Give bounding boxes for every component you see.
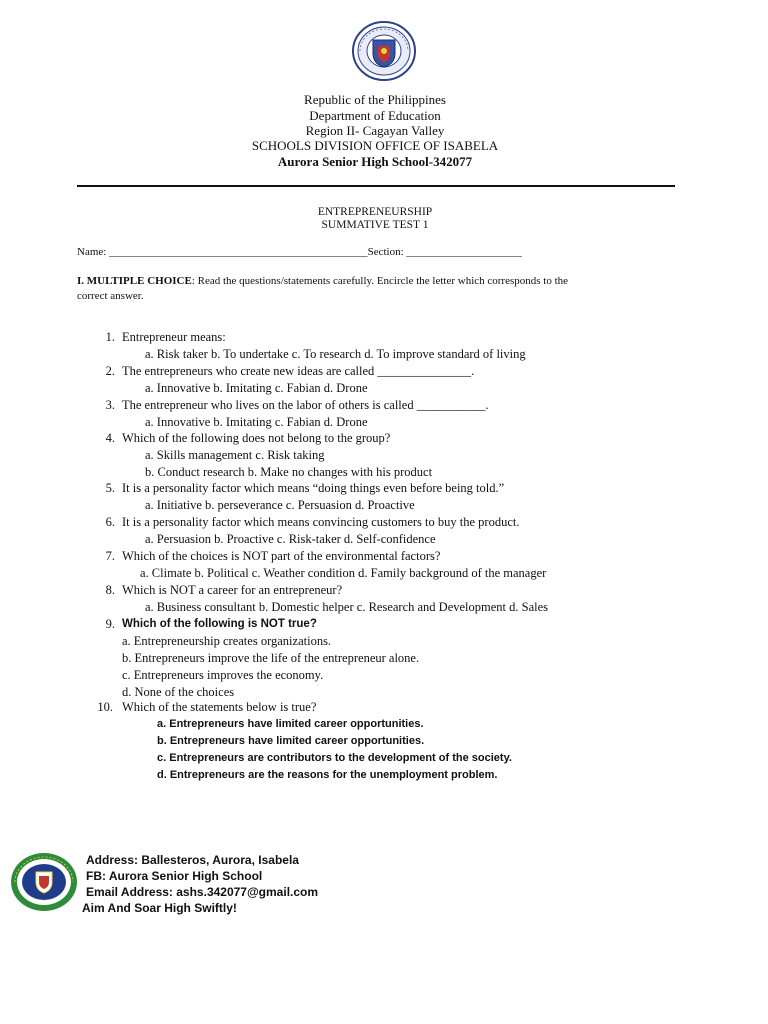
question-text: It is a personality factor which means convincing customers to buy the product. — [122, 515, 520, 529]
question-text: Entrepreneur means: — [122, 330, 226, 344]
question-text: It is a personality factor which means “doing things even before being told.” — [122, 481, 505, 495]
header-department: Department of Education — [309, 108, 441, 123]
question-number: 4. — [105, 431, 115, 445]
question-text: Which of the following does not belong to the group? — [122, 431, 391, 445]
footer-fb: FB: Aurora Senior High School — [86, 869, 263, 883]
answer-option-line[interactable]: a. Skills management c. Risk taking — [145, 448, 325, 462]
header-division: SCHOOLS DIVISION OFFICE OF ISABELA — [251, 138, 499, 153]
question-text: The entrepreneur who lives on the labor of others is called ___________. — [122, 398, 489, 412]
question-number: 9. — [105, 617, 115, 631]
question-number: 7. — [105, 549, 115, 563]
deped-seal-icon — [351, 20, 417, 82]
question-number: 3. — [105, 398, 115, 412]
instructions — [77, 274, 568, 304]
question-number: 1. — [105, 330, 115, 344]
question-text: Which of the statements below is true? — [122, 700, 317, 714]
answer-option-line[interactable]: a. Climate b. Political c. Weather condition d. Family background of the manager — [140, 566, 547, 580]
answer-option-line[interactable]: b. Conduct research b. Make no changes with his product — [145, 465, 433, 479]
header-republic: Republic of the Philippines — [304, 92, 446, 107]
question-text: The entrepreneurs who create new ideas are called _______________. — [122, 364, 475, 378]
question-number: 8. — [105, 583, 115, 597]
section-label: Section: — [367, 246, 404, 258]
question-text: Which is NOT a career for an entrepreneur? — [122, 583, 343, 597]
question-number: 2. — [105, 364, 115, 378]
answer-option-line[interactable]: b. Entrepreneurs improve the life of the entrepreneur alone. — [122, 651, 420, 665]
section-field[interactable]: _____________________ — [406, 246, 522, 258]
answer-option-line[interactable]: c. Entrepreneurs are contributors to the development of the society. — [157, 752, 512, 764]
name-field[interactable]: _______________________________________________ — [109, 246, 368, 258]
instructions-heading: I. MULTIPLE CHOICE — [77, 275, 192, 287]
test-title: SUMMATIVE TEST 1 — [321, 219, 429, 231]
footer-address: Address: Ballesteros, Aurora, Isabela — [86, 853, 299, 867]
answer-option-line[interactable]: a. Initiative b. perseverance c. Persuasion d. Proactive — [145, 498, 415, 512]
name-label: Name: — [77, 246, 107, 258]
question-text: Which of the choices is NOT part of the environmental factors? — [122, 549, 441, 563]
question-number: 10. — [97, 700, 113, 714]
answer-option-line[interactable]: a. Persuasion b. Proactive c. Risk-taker d. Self-confidence — [145, 532, 436, 546]
answer-option-line[interactable]: c. Entrepreneurs improves the economy. — [122, 668, 324, 682]
test-subject: ENTREPRENEURSHIP — [317, 206, 433, 218]
instructions-text: : Read the questions/statements carefully. Encircle the letter which corresponds to the — [191, 275, 569, 287]
header-divider — [77, 185, 675, 187]
answer-option-line[interactable]: a. Innovative b. Imitating c. Fabian d. Drone — [145, 381, 368, 395]
footer-motto: Aim And Soar High Swiftly! — [82, 901, 237, 915]
question-number: 5. — [105, 481, 115, 495]
answer-option-line[interactable]: d. None of the choices — [122, 685, 235, 699]
answer-option-line[interactable]: d. Entrepreneurs are the reasons for the unemployment problem. — [157, 769, 498, 781]
answer-option-line[interactable]: a. Entrepreneurship creates organizations. — [122, 634, 332, 648]
question-number: 6. — [105, 515, 115, 529]
header-region: Region II- Cagayan Valley — [305, 123, 445, 138]
answer-option-line[interactable]: a. Innovative b. Imitating c. Fabian d. Drone — [145, 415, 368, 429]
answer-option-line[interactable]: a. Entrepreneurs have limited career opportunities. — [157, 718, 424, 730]
school-logo-icon — [10, 852, 78, 912]
instructions-text-2: correct answer. — [77, 290, 144, 302]
question-text: Which of the following is NOT true? — [122, 618, 317, 630]
header-school: Aurora Senior High School-342077 — [277, 154, 473, 169]
answer-option-line[interactable]: b. Entrepreneurs have limited career opportunities. — [157, 735, 425, 747]
name-section-row — [77, 246, 522, 258]
footer-email: Email Address: ashs.342077@gmail.com — [86, 885, 319, 899]
answer-option-line[interactable]: a. Risk taker b. To undertake c. To research d. To improve standard of living — [145, 347, 526, 361]
answer-option-line[interactable]: a. Business consultant b. Domestic helper c. Research and Development d. Sales — [145, 600, 549, 614]
